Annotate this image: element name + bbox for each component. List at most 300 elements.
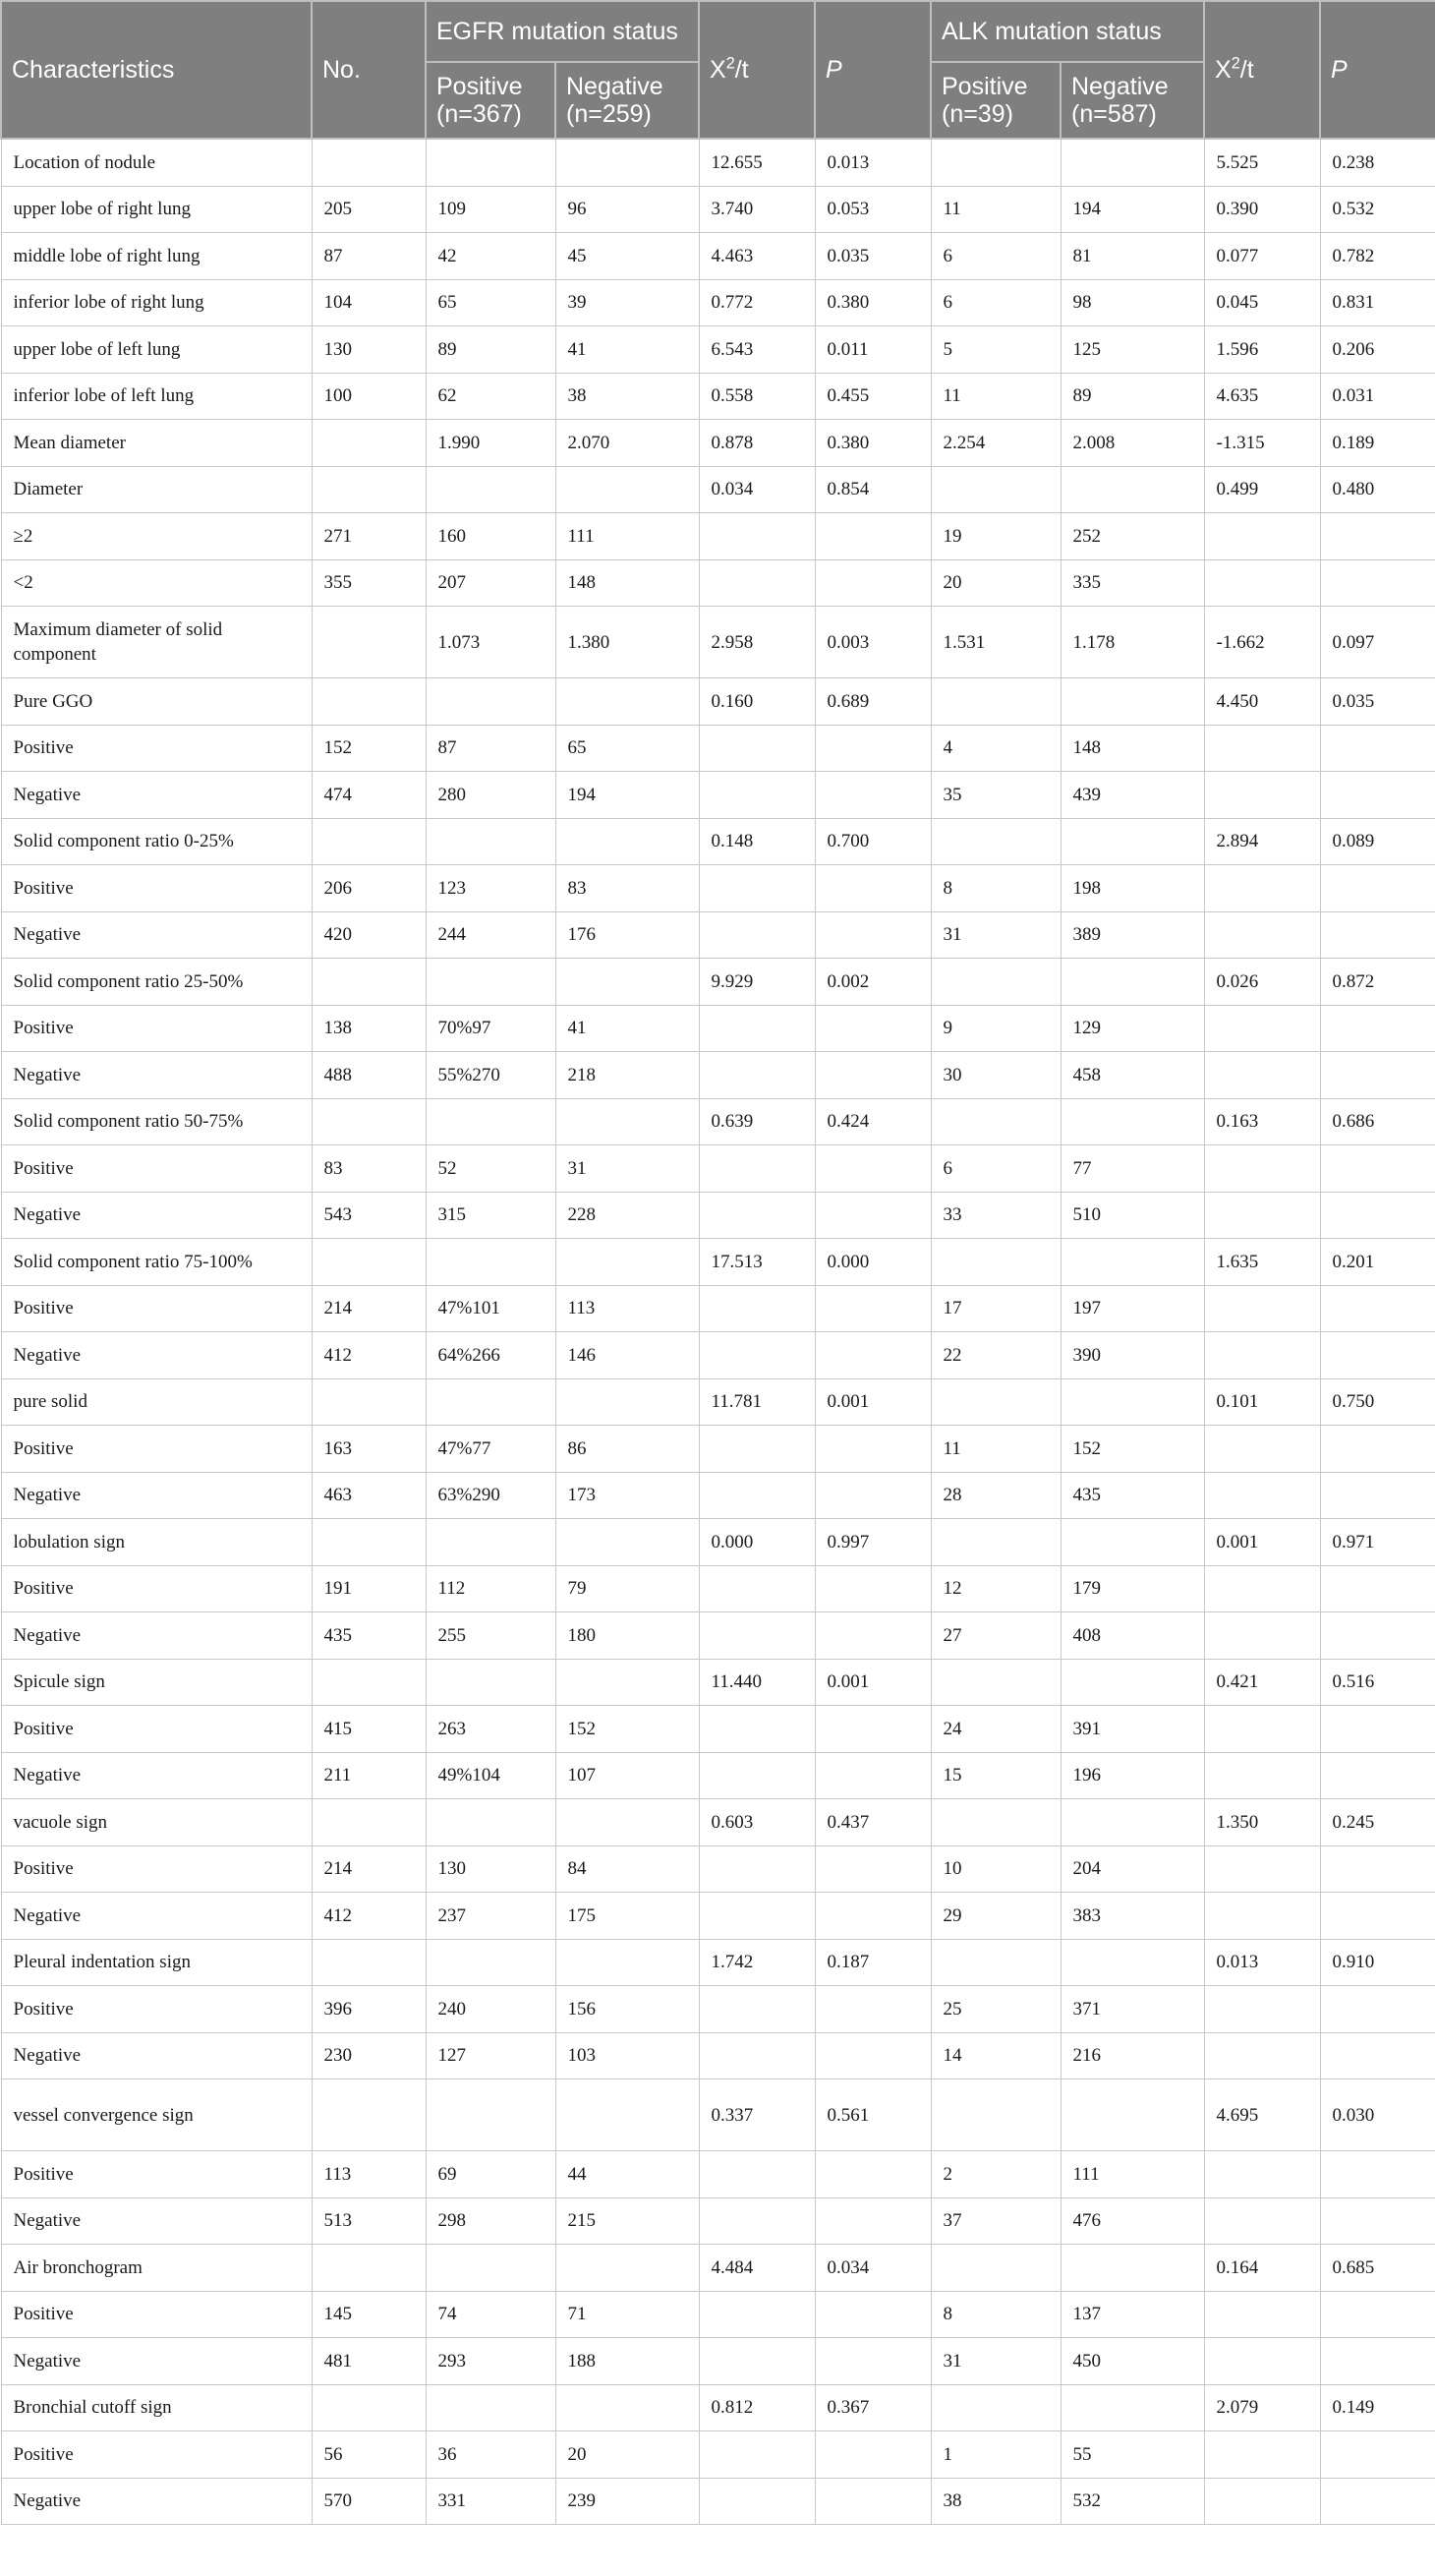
cell-egfr-positive: 1.073: [426, 607, 555, 678]
cell-alk-negative: 439: [1061, 772, 1204, 819]
cell-alk-negative: [1061, 1098, 1204, 1145]
cell-characteristic: Negative: [1, 1752, 312, 1799]
cell-alk-positive: [931, 1239, 1061, 1286]
cell-alk-chi-t: -1.315: [1204, 420, 1320, 467]
cell-alk-positive: 8: [931, 865, 1061, 912]
cell-egfr-positive: 74: [426, 2291, 555, 2338]
cell-characteristic: Positive: [1, 2151, 312, 2198]
cell-characteristic: Spicule sign: [1, 1659, 312, 1706]
cell-alk-p: [1320, 2291, 1435, 2338]
cell-alk-positive: 31: [931, 2338, 1061, 2385]
cell-characteristic: Pleural indentation sign: [1, 1939, 312, 1986]
table-row: [1, 818, 1435, 865]
cell-egfr-positive: 255: [426, 1612, 555, 1660]
cell-egfr-positive: [426, 2079, 555, 2151]
cell-alk-p: 0.910: [1320, 1939, 1435, 1986]
cell-alk-chi-t: [1204, 1893, 1320, 1940]
cell-egfr-p: 0.380: [815, 420, 931, 467]
cell-alk-p: [1320, 2151, 1435, 2198]
cell-alk-positive: 8: [931, 2291, 1061, 2338]
cell-egfr-negative: 176: [555, 911, 699, 959]
cell-no: [312, 2384, 426, 2431]
cell-alk-negative: [1061, 2384, 1204, 2431]
header-egfr-chi-t: [699, 1, 815, 139]
cell-alk-positive: 11: [931, 373, 1061, 420]
cell-egfr-p: [815, 1472, 931, 1519]
cell-characteristic: inferior lobe of left lung: [1, 373, 312, 420]
cell-egfr-p: [815, 772, 931, 819]
cell-alk-negative: 252: [1061, 513, 1204, 560]
cell-no: 570: [312, 2478, 426, 2525]
cell-no: [312, 1519, 426, 1566]
cell-egfr-chi-t: [699, 1706, 815, 1753]
cell-alk-negative: 389: [1061, 911, 1204, 959]
chi-symbol: X: [710, 56, 726, 84]
cell-alk-chi-t: 0.164: [1204, 2245, 1320, 2292]
table-row: [1, 186, 1435, 233]
table-row: [1, 725, 1435, 772]
cell-alk-positive: 17: [931, 1285, 1061, 1332]
cell-no: 481: [312, 2338, 426, 2385]
cell-egfr-positive: 331: [426, 2478, 555, 2525]
cell-egfr-positive: 130: [426, 1845, 555, 1893]
cell-alk-chi-t: 1.635: [1204, 1239, 1320, 1286]
cell-egfr-positive: 263: [426, 1706, 555, 1753]
cell-egfr-chi-t: [699, 911, 815, 959]
cell-egfr-chi-t: [699, 865, 815, 912]
cell-alk-p: 0.532: [1320, 186, 1435, 233]
cell-alk-p: 0.872: [1320, 959, 1435, 1006]
cell-no: [312, 1659, 426, 1706]
cell-alk-negative: 510: [1061, 1192, 1204, 1239]
cell-alk-negative: 55: [1061, 2431, 1204, 2479]
cell-alk-positive: [931, 139, 1061, 186]
cell-egfr-negative: 146: [555, 1332, 699, 1379]
cell-alk-negative: 148: [1061, 725, 1204, 772]
table-row: [1, 911, 1435, 959]
cell-no: [312, 1239, 426, 1286]
header-egfr-p: P: [815, 1, 931, 139]
cell-egfr-p: 0.035: [815, 233, 931, 280]
cell-egfr-negative: 180: [555, 1612, 699, 1660]
cell-no: 271: [312, 513, 426, 560]
cell-alk-chi-t: [1204, 1052, 1320, 1099]
cell-alk-negative: [1061, 678, 1204, 726]
cell-egfr-p: [815, 1005, 931, 1052]
cell-alk-p: [1320, 1145, 1435, 1193]
cell-no: [312, 1799, 426, 1846]
cell-egfr-chi-t: [699, 1332, 815, 1379]
cell-characteristic: Positive: [1, 2431, 312, 2479]
cell-alk-p: 0.189: [1320, 420, 1435, 467]
cell-alk-chi-t: 0.026: [1204, 959, 1320, 1006]
cell-alk-chi-t: 0.013: [1204, 1939, 1320, 1986]
cell-alk-positive: [931, 1378, 1061, 1426]
cell-alk-positive: 29: [931, 1893, 1061, 1940]
cell-egfr-p: [815, 2478, 931, 2525]
cell-alk-positive: 1.531: [931, 607, 1061, 678]
cell-alk-p: [1320, 1285, 1435, 1332]
cell-egfr-positive: 47%101: [426, 1285, 555, 1332]
cell-alk-positive: 31: [931, 911, 1061, 959]
cell-egfr-chi-t: 0.000: [699, 1519, 815, 1566]
cell-egfr-p: [815, 911, 931, 959]
cell-egfr-negative: 152: [555, 1706, 699, 1753]
cell-no: 214: [312, 1845, 426, 1893]
cell-alk-p: 0.035: [1320, 678, 1435, 726]
cell-alk-chi-t: [1204, 1426, 1320, 1473]
cell-alk-negative: 111: [1061, 2151, 1204, 2198]
cell-egfr-positive: 237: [426, 1893, 555, 1940]
cell-alk-negative: [1061, 1519, 1204, 1566]
cell-egfr-p: 0.437: [815, 1799, 931, 1846]
cell-alk-negative: 458: [1061, 1052, 1204, 1099]
cell-alk-chi-t: [1204, 2478, 1320, 2525]
cell-egfr-p: 0.997: [815, 1519, 931, 1566]
table-row: [1, 1939, 1435, 1986]
table-row: [1, 1285, 1435, 1332]
cell-alk-positive: 15: [931, 1752, 1061, 1799]
cell-alk-positive: [931, 2245, 1061, 2292]
cell-alk-positive: 33: [931, 1192, 1061, 1239]
cell-characteristic: Negative: [1, 1332, 312, 1379]
cell-alk-negative: 179: [1061, 1565, 1204, 1612]
table-row: [1, 1706, 1435, 1753]
header-no: No.: [312, 1, 426, 139]
cell-no: [312, 1378, 426, 1426]
cell-alk-chi-t: [1204, 1285, 1320, 1332]
cell-alk-negative: [1061, 139, 1204, 186]
cell-egfr-chi-t: 0.772: [699, 279, 815, 326]
cell-egfr-chi-t: [699, 2151, 815, 2198]
cell-egfr-p: [815, 2431, 931, 2479]
cell-no: [312, 2245, 426, 2292]
table-row: [1, 1332, 1435, 1379]
cell-no: 396: [312, 1986, 426, 2033]
cell-egfr-p: 0.003: [815, 607, 931, 678]
cell-egfr-chi-t: 0.558: [699, 373, 815, 420]
cell-alk-negative: 194: [1061, 186, 1204, 233]
table-header: [1, 1, 1435, 139]
chi-suffix: /t: [734, 56, 749, 84]
cell-alk-p: 0.245: [1320, 1799, 1435, 1846]
cell-alk-positive: 14: [931, 2032, 1061, 2079]
cell-egfr-chi-t: [699, 1565, 815, 1612]
cell-characteristic: Negative: [1, 1052, 312, 1099]
table-row: [1, 1752, 1435, 1799]
cell-no: 355: [312, 559, 426, 607]
cell-egfr-negative: [555, 2079, 699, 2151]
cell-egfr-negative: [555, 1239, 699, 1286]
cell-egfr-positive: 87: [426, 725, 555, 772]
table-row: [1, 326, 1435, 374]
cell-egfr-chi-t: [699, 1986, 815, 2033]
cell-no: 104: [312, 279, 426, 326]
cell-alk-p: 0.149: [1320, 2384, 1435, 2431]
cell-alk-p: [1320, 2338, 1435, 2385]
table-row: [1, 2151, 1435, 2198]
cell-egfr-p: [815, 1285, 931, 1332]
cell-egfr-p: [815, 1565, 931, 1612]
chi-superscript: 2: [725, 54, 735, 73]
cell-alk-negative: 98: [1061, 279, 1204, 326]
cell-egfr-p: 0.000: [815, 1239, 931, 1286]
cell-alk-positive: 1: [931, 2431, 1061, 2479]
table-row: [1, 772, 1435, 819]
cell-egfr-negative: [555, 1378, 699, 1426]
cell-alk-p: [1320, 1472, 1435, 1519]
cell-alk-chi-t: [1204, 865, 1320, 912]
cell-egfr-positive: 62: [426, 373, 555, 420]
cell-egfr-p: [815, 2291, 931, 2338]
cell-egfr-negative: 84: [555, 1845, 699, 1893]
cell-characteristic: lobulation sign: [1, 1519, 312, 1566]
cell-characteristic: middle lobe of right lung: [1, 233, 312, 280]
cell-egfr-chi-t: 4.463: [699, 233, 815, 280]
cell-alk-chi-t: [1204, 1005, 1320, 1052]
cell-egfr-negative: [555, 2245, 699, 2292]
cell-alk-p: 0.238: [1320, 139, 1435, 186]
cell-egfr-negative: 83: [555, 865, 699, 912]
cell-alk-chi-t: [1204, 513, 1320, 560]
cell-alk-chi-t: 0.077: [1204, 233, 1320, 280]
cell-egfr-positive: [426, 1098, 555, 1145]
cell-egfr-negative: 215: [555, 2197, 699, 2245]
cell-egfr-negative: 218: [555, 1052, 699, 1099]
chi-symbol: X: [1215, 56, 1232, 84]
cell-egfr-negative: [555, 466, 699, 513]
cell-characteristic: upper lobe of right lung: [1, 186, 312, 233]
table-row: [1, 1893, 1435, 1940]
chi-suffix: /t: [1239, 56, 1254, 84]
cell-characteristic: Location of nodule: [1, 139, 312, 186]
cell-alk-chi-t: [1204, 2151, 1320, 2198]
cell-alk-p: 0.831: [1320, 279, 1435, 326]
cell-egfr-negative: 111: [555, 513, 699, 560]
cell-no: 230: [312, 2032, 426, 2079]
cell-characteristic: Positive: [1, 1145, 312, 1193]
cell-alk-chi-t: [1204, 1612, 1320, 1660]
cell-no: 420: [312, 911, 426, 959]
cell-alk-p: [1320, 1845, 1435, 1893]
cell-alk-chi-t: 0.045: [1204, 279, 1320, 326]
cell-egfr-p: 0.561: [815, 2079, 931, 2151]
cell-no: 412: [312, 1893, 426, 1940]
table-row: [1, 466, 1435, 513]
cell-egfr-positive: [426, 466, 555, 513]
cell-alk-negative: 89: [1061, 373, 1204, 420]
table-row: [1, 233, 1435, 280]
cell-egfr-negative: 44: [555, 2151, 699, 2198]
cell-egfr-chi-t: [699, 1145, 815, 1193]
cell-egfr-positive: 89: [426, 326, 555, 374]
cell-characteristic: Positive: [1, 1706, 312, 1753]
cell-egfr-chi-t: [699, 559, 815, 607]
cell-alk-negative: 125: [1061, 326, 1204, 374]
cell-egfr-negative: 31: [555, 1145, 699, 1193]
cell-characteristic: Negative: [1, 1192, 312, 1239]
cell-no: 138: [312, 1005, 426, 1052]
cell-alk-chi-t: [1204, 772, 1320, 819]
cell-egfr-p: [815, 865, 931, 912]
cell-egfr-p: [815, 1426, 931, 1473]
table-row: [1, 2197, 1435, 2245]
table-row: [1, 420, 1435, 467]
cell-alk-p: [1320, 2197, 1435, 2245]
cell-alk-positive: 38: [931, 2478, 1061, 2525]
cell-egfr-negative: 148: [555, 559, 699, 607]
cell-alk-chi-t: [1204, 2338, 1320, 2385]
cell-egfr-p: 0.424: [815, 1098, 931, 1145]
cell-egfr-positive: 69: [426, 2151, 555, 2198]
cell-no: 415: [312, 1706, 426, 1753]
cell-alk-p: [1320, 1752, 1435, 1799]
table-row: [1, 1005, 1435, 1052]
table-row: [1, 2384, 1435, 2431]
cell-alk-p: [1320, 1612, 1435, 1660]
cell-egfr-chi-t: [699, 1426, 815, 1473]
cell-egfr-negative: 194: [555, 772, 699, 819]
cell-alk-chi-t: [1204, 1565, 1320, 1612]
cell-egfr-chi-t: 0.603: [699, 1799, 815, 1846]
cell-alk-p: [1320, 2431, 1435, 2479]
table-row: [1, 1098, 1435, 1145]
cell-characteristic: Diameter: [1, 466, 312, 513]
cell-egfr-chi-t: [699, 1612, 815, 1660]
header-alk-negative: Negative (n=587): [1061, 62, 1204, 139]
cell-alk-negative: 204: [1061, 1845, 1204, 1893]
cell-no: 163: [312, 1426, 426, 1473]
table-row: [1, 1519, 1435, 1566]
cell-egfr-negative: [555, 1659, 699, 1706]
cell-alk-negative: 216: [1061, 2032, 1204, 2079]
cell-egfr-chi-t: [699, 513, 815, 560]
cell-no: [312, 2079, 426, 2151]
cell-egfr-p: [815, 1706, 931, 1753]
cell-no: 543: [312, 1192, 426, 1239]
cell-no: [312, 466, 426, 513]
cell-no: 191: [312, 1565, 426, 1612]
cell-egfr-negative: [555, 678, 699, 726]
cell-egfr-negative: 41: [555, 1005, 699, 1052]
table-row: [1, 2338, 1435, 2385]
cell-egfr-negative: [555, 1939, 699, 1986]
cell-alk-negative: 197: [1061, 1285, 1204, 1332]
cell-characteristic: Pure GGO: [1, 678, 312, 726]
cell-egfr-positive: 123: [426, 865, 555, 912]
cell-alk-negative: 152: [1061, 1426, 1204, 1473]
cell-no: 211: [312, 1752, 426, 1799]
cell-alk-negative: 137: [1061, 2291, 1204, 2338]
cell-egfr-positive: 1.990: [426, 420, 555, 467]
cell-egfr-chi-t: 3.740: [699, 186, 815, 233]
header-egfr-group: EGFR mutation status: [426, 1, 699, 62]
table-row: [1, 1472, 1435, 1519]
cell-alk-negative: 532: [1061, 2478, 1204, 2525]
cell-alk-negative: [1061, 1378, 1204, 1426]
cell-alk-positive: 37: [931, 2197, 1061, 2245]
cell-egfr-chi-t: [699, 1845, 815, 1893]
cell-characteristic: Negative: [1, 772, 312, 819]
cell-alk-negative: 81: [1061, 233, 1204, 280]
cell-characteristic: Air bronchogram: [1, 2245, 312, 2292]
cell-alk-positive: [931, 1519, 1061, 1566]
cell-alk-p: [1320, 1706, 1435, 1753]
cell-alk-positive: [931, 678, 1061, 726]
cell-alk-positive: 20: [931, 559, 1061, 607]
cell-no: [312, 139, 426, 186]
cell-egfr-positive: [426, 139, 555, 186]
cell-alk-positive: 28: [931, 1472, 1061, 1519]
cell-no: 488: [312, 1052, 426, 1099]
header-alk-chi-t: [1204, 1, 1320, 139]
cell-alk-chi-t: 2.894: [1204, 818, 1320, 865]
cell-egfr-negative: 20: [555, 2431, 699, 2479]
table-row: [1, 2478, 1435, 2525]
cell-egfr-p: 0.455: [815, 373, 931, 420]
cell-alk-p: [1320, 772, 1435, 819]
cell-alk-chi-t: [1204, 1752, 1320, 1799]
cell-alk-chi-t: [1204, 559, 1320, 607]
cell-no: 206: [312, 865, 426, 912]
table-row: [1, 1565, 1435, 1612]
cell-characteristic: Positive: [1, 2291, 312, 2338]
cell-alk-p: 0.201: [1320, 1239, 1435, 1286]
cell-egfr-chi-t: 0.878: [699, 420, 815, 467]
cell-egfr-negative: [555, 1799, 699, 1846]
cell-egfr-positive: 280: [426, 772, 555, 819]
cell-egfr-chi-t: [699, 1052, 815, 1099]
cell-egfr-negative: 107: [555, 1752, 699, 1799]
cell-egfr-chi-t: [699, 2032, 815, 2079]
cell-egfr-p: [815, 559, 931, 607]
table-row: [1, 139, 1435, 186]
cell-egfr-chi-t: 11.440: [699, 1659, 815, 1706]
cell-alk-positive: 22: [931, 1332, 1061, 1379]
cell-alk-negative: 408: [1061, 1612, 1204, 1660]
cell-characteristic: Solid component ratio 25-50%: [1, 959, 312, 1006]
cell-characteristic: <2: [1, 559, 312, 607]
table-row: [1, 513, 1435, 560]
cell-alk-p: 0.089: [1320, 818, 1435, 865]
header-characteristics: Characteristics: [1, 1, 312, 139]
cell-alk-p: [1320, 1893, 1435, 1940]
cell-alk-p: 0.685: [1320, 2245, 1435, 2292]
cell-alk-positive: [931, 1939, 1061, 1986]
cell-egfr-p: [815, 1612, 931, 1660]
cell-alk-negative: 476: [1061, 2197, 1204, 2245]
cell-alk-p: [1320, 1332, 1435, 1379]
cell-no: 145: [312, 2291, 426, 2338]
cell-no: [312, 1939, 426, 1986]
cell-alk-p: [1320, 1986, 1435, 2033]
cell-egfr-positive: 160: [426, 513, 555, 560]
cell-egfr-negative: 45: [555, 233, 699, 280]
table-row: [1, 1145, 1435, 1193]
cell-egfr-p: [815, 1332, 931, 1379]
cell-alk-positive: 6: [931, 233, 1061, 280]
cell-egfr-p: 0.380: [815, 279, 931, 326]
cell-alk-chi-t: 0.101: [1204, 1378, 1320, 1426]
cell-egfr-chi-t: [699, 1472, 815, 1519]
cell-no: [312, 818, 426, 865]
cell-alk-chi-t: 0.001: [1204, 1519, 1320, 1566]
cell-egfr-positive: 52: [426, 1145, 555, 1193]
cell-characteristic: pure solid: [1, 1378, 312, 1426]
table-row: [1, 2032, 1435, 2079]
cell-egfr-positive: [426, 1239, 555, 1286]
cell-alk-p: 0.480: [1320, 466, 1435, 513]
